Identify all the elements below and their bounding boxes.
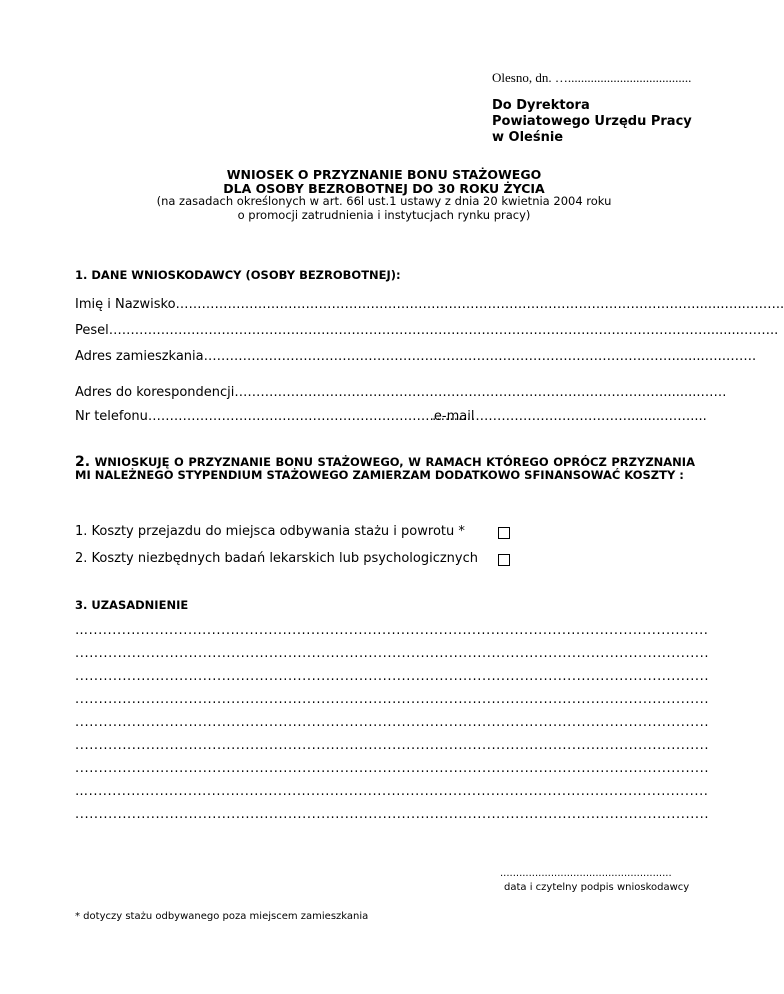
legal-basis-note: o promocji zatrudnienia i instytucjach rynku pracy): [237, 208, 531, 222]
addressee-line: Do Dyrektora: [492, 98, 590, 113]
name-field[interactable]: Imię i Nazwisko………………………………………………………………………………………………………….......…..….…..: [75, 297, 784, 312]
medical-cost-checkbox[interactable]: [498, 554, 510, 566]
justification-line[interactable]: ......................................................................................................................................: [75, 761, 710, 776]
signature-label: data i czytelny podpis wnioskodawcy: [504, 882, 690, 893]
justification-line[interactable]: ......................................................................................................................................: [75, 646, 710, 661]
justification-line[interactable]: …...................................................................................................................................: [75, 784, 709, 799]
signature-line[interactable]: ......................................................: [500, 868, 672, 879]
justification-line[interactable]: ......................................................................................................................................: [75, 738, 710, 753]
footnote: * dotyczy stażu odbywanego poza miejscem zamieszkania: [75, 911, 369, 922]
justification-line[interactable]: ......................................................................................................................................: [75, 715, 710, 730]
addressee-line: Powiatowego Urzędu Pracy: [492, 114, 692, 129]
justification-line[interactable]: ......................................................................................................................................: [75, 807, 710, 822]
justification-line[interactable]: …...................................................................................................................................: [75, 623, 709, 638]
addressee-line: w Oleśnie: [492, 130, 564, 145]
cost-option-medical: 2. Koszty niezbędnych badań lekarskich lub psychologicznych: [75, 551, 478, 566]
email-field[interactable]: ……………………………………….........……....: [432, 409, 707, 424]
cost-option-travel: 1. Koszty przejazdu do miejsca odbywania stażu i powrotu *: [75, 524, 465, 539]
legal-basis-note: (na zasadach określonych w art. 66l ust.1 ustawy z dnia 20 kwietnia 2004 roku: [156, 194, 612, 208]
justification-line[interactable]: ......................................................................................................................................: [75, 669, 710, 684]
section-2-text: WNIOSKUJĘ O PRZYZNANIE BONU STAŻOWEGO, W RAMACH KTÓREGO OPRÓCZ PRZYZNANIA MI NALEŻNEGO STYPENDIUM STAŻOWEGO ZAMIERZAM DODATKOWO SFINANSOWAĆ KOSZTY :: [75, 455, 695, 482]
section-2-heading: [75, 456, 695, 482]
place-date: Olesno, dn. …......................................: [492, 70, 692, 85]
address-field[interactable]: Adres zamieszkania………………………………………………………………………………………………........…..…….: [75, 349, 757, 364]
section-heading: 1. DANE WNIOSKODAWCY (OSOBY BEZROBOTNEJ):: [75, 268, 401, 282]
section-number: 2.: [75, 454, 91, 470]
correspondence-address-field[interactable]: Adres do korespondencji……………………………………………………………………………………….........……: [75, 385, 727, 400]
travel-cost-checkbox[interactable]: [498, 527, 510, 539]
justification-line[interactable]: ......................................................................................................................................: [75, 692, 710, 707]
section-heading: 3. UZASADNIENIE: [75, 598, 189, 612]
form-title: DLA OSOBY BEZROBOTNEJ DO 30 ROKU ŻYCIA: [223, 181, 545, 196]
phone-field[interactable]: Nr telefonu…………………………………………………………e-mail: [75, 409, 475, 424]
pesel-field[interactable]: Pesel………………………………………………………………………………………………………………………….........……..: [75, 323, 779, 338]
form-title: WNIOSEK O PRZYZNANIE BONU STAŻOWEGO: [226, 167, 542, 182]
